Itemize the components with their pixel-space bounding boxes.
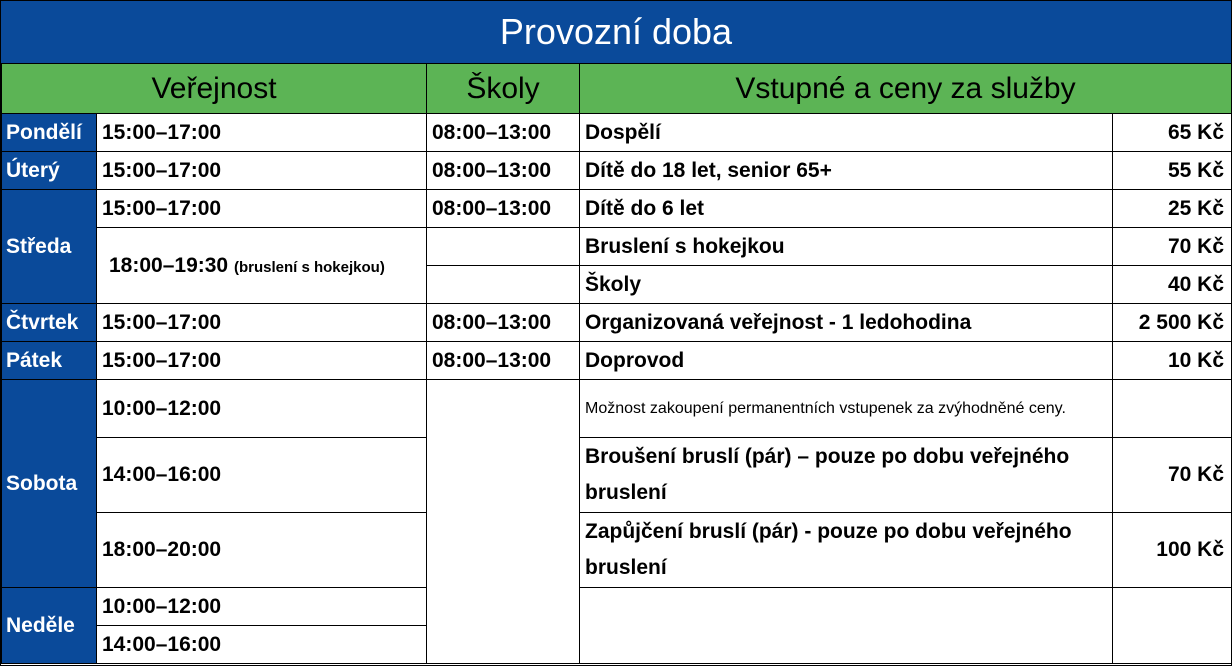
school-time: 08:00–13:00 [427, 114, 580, 152]
header-row [2, 64, 1232, 114]
price-label: Bruslení s hokejkou [580, 228, 1113, 266]
price-label: Dítě do 18 let, senior 65+ [580, 152, 1113, 190]
public-time: 18:00–19:30 [109, 253, 229, 277]
table-row [2, 190, 1232, 228]
header-public: Veřejnost [2, 64, 427, 114]
public-time: 14:00–16:00 [97, 626, 427, 664]
day-wednesday: Středa [2, 190, 97, 304]
day-monday: Pondělí [2, 114, 97, 152]
price-value: 55 Kč [1113, 152, 1232, 190]
price-value: 65 Kč [1113, 114, 1232, 152]
header-schools: Školy [427, 64, 580, 114]
table-row [2, 588, 1232, 626]
permanent-ticket-note: Možnost zakoupení permanentních vstupenek za zvýhodněné ceny. [580, 380, 1113, 438]
day-sunday: Neděle [2, 588, 97, 664]
price-label: Organizovaná veřejnost - 1 ledohodina [580, 304, 1113, 342]
table-row [2, 304, 1232, 342]
table-row [2, 152, 1232, 190]
school-time-empty [427, 380, 580, 664]
price-label: Školy [580, 266, 1113, 304]
day-tuesday: Úterý [2, 152, 97, 190]
table-row [2, 114, 1232, 152]
price-label-empty [580, 588, 1113, 664]
school-time: 08:00–13:00 [427, 304, 580, 342]
school-time: 08:00–13:00 [427, 342, 580, 380]
public-time-hockey [97, 228, 427, 304]
public-time: 15:00–17:00 [97, 342, 427, 380]
price-value: 40 Kč [1113, 266, 1232, 304]
page-title: Provozní doba [1, 1, 1231, 63]
public-time: 15:00–17:00 [97, 152, 427, 190]
service-price: 70 Kč [1113, 438, 1232, 513]
price-value: 2 500 Kč [1113, 304, 1232, 342]
hockey-note: (bruslení s hokejkou) [233, 258, 385, 276]
price-value: 70 Kč [1113, 228, 1232, 266]
service-price: 100 Kč [1113, 513, 1232, 588]
service-label: Broušení bruslí (pár) – pouze po dobu veřejného bruslení [580, 438, 1113, 513]
schedule-table [1, 63, 1232, 664]
school-time-empty [427, 266, 580, 304]
price-label: Dítě do 6 let [580, 190, 1113, 228]
price-value-empty [1113, 588, 1232, 664]
price-value: 25 Kč [1113, 190, 1232, 228]
table-row [2, 228, 1232, 266]
day-thursday: Čtvrtek [2, 304, 97, 342]
table-row [2, 380, 1232, 438]
table-row [2, 513, 1232, 588]
header-prices: Vstupné a ceny za služby [580, 64, 1232, 114]
school-time-empty [427, 228, 580, 266]
public-time: 15:00–17:00 [97, 190, 427, 228]
public-time: 10:00–12:00 [97, 380, 427, 438]
price-value-empty [1113, 380, 1232, 438]
public-time: 18:00–20:00 [97, 513, 427, 588]
price-label: Dospělí [580, 114, 1113, 152]
public-time: 14:00–16:00 [97, 438, 427, 513]
school-time: 08:00–13:00 [427, 152, 580, 190]
school-time: 08:00–13:00 [427, 190, 580, 228]
table-row [2, 438, 1232, 513]
service-label: Zapůjčení bruslí (pár) - pouze po dobu veřejného bruslení [580, 513, 1113, 588]
day-friday: Pátek [2, 342, 97, 380]
price-label: Doprovod [580, 342, 1113, 380]
price-value: 10 Kč [1113, 342, 1232, 380]
public-time: 15:00–17:00 [97, 304, 427, 342]
public-time: 10:00–12:00 [97, 588, 427, 626]
public-time: 15:00–17:00 [97, 114, 427, 152]
table-row [2, 342, 1232, 380]
day-saturday: Sobota [2, 380, 97, 588]
